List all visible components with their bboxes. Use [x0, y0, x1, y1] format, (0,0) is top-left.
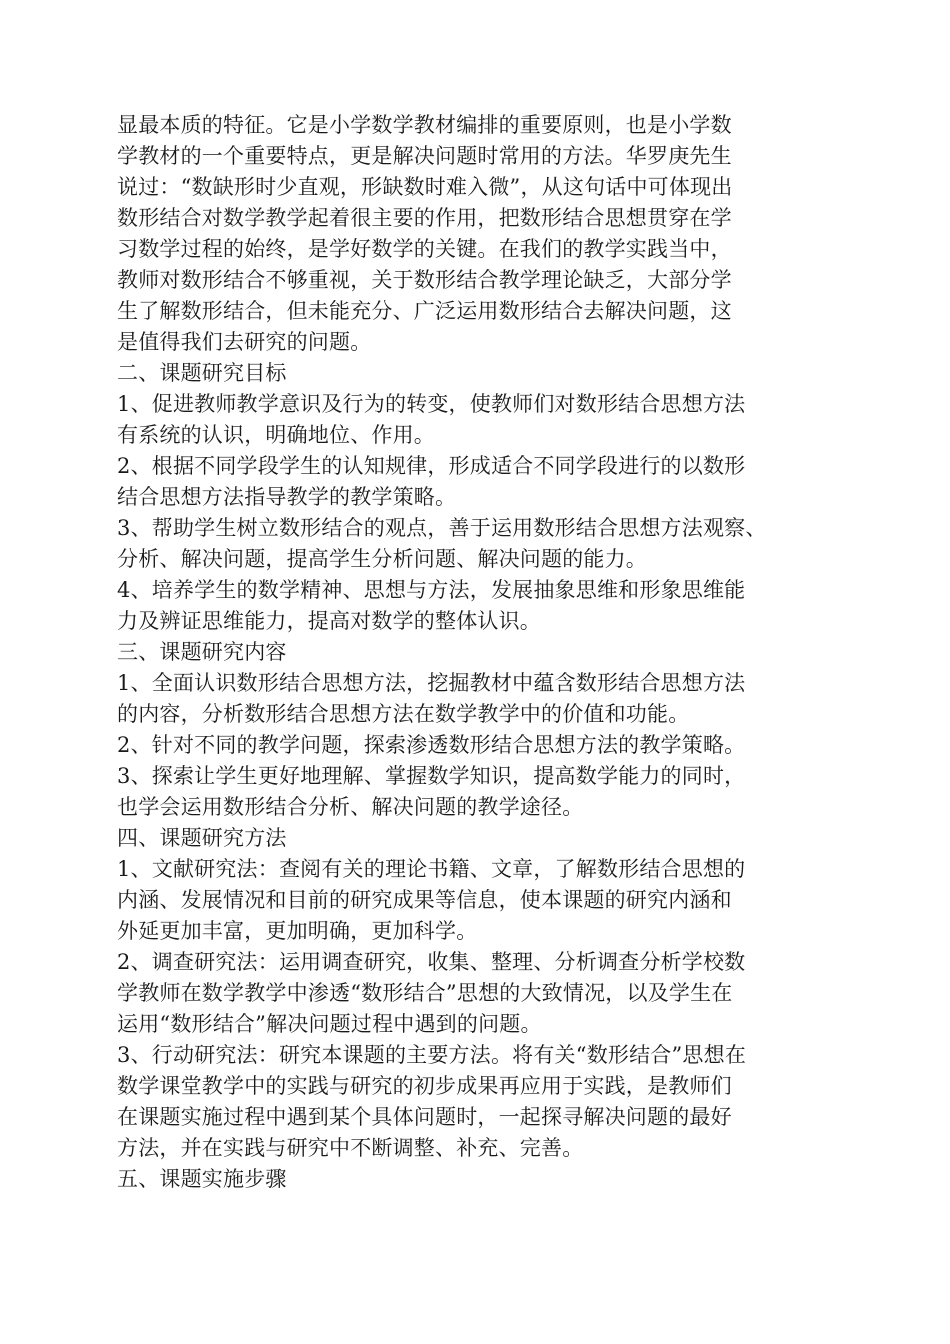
body-text-line: 生了解数形结合，但未能充分、广泛运用数形结合去解决问题，这 [117, 299, 732, 323]
list-item-text: 有系统的认识，明确地位、作用。 [117, 423, 435, 447]
list-item-text: 外延更加丰富，更加明确，更加科学。 [117, 919, 478, 943]
list-item-text: 数学课堂教学中的实践与研究的初步成果再应用于实践，是教师们 [117, 1074, 732, 1098]
body-text-line: 教师对数形结合不够重视，关于数形结合教学理论缺乏，大部分学 [117, 268, 732, 292]
section-heading-content: 三、课题研究内容 [117, 640, 287, 664]
list-item-text: 运用“数形结合”解决问题过程中遇到的问题。 [117, 1012, 542, 1036]
section-heading-methods: 四、课题研究方法 [117, 826, 287, 850]
list-item-text: 力及辨证思维能力，提高对数学的整体认识。 [117, 609, 541, 633]
list-item-text: 4、培养学生的数学精神、思想与方法，发展抽象思维和形象思维能 [117, 578, 746, 602]
list-item-text: 也学会运用数形结合分析、解决问题的教学途径。 [117, 795, 584, 819]
list-item-text: 1、全面认识数形结合思想方法，挖掘教材中蕴含数形结合思想方法 [117, 671, 746, 695]
list-item-text: 的内容，分析数形结合思想方法在数学教学中的价值和功能。 [117, 702, 690, 726]
list-item-text: 2、针对不同的教学问题，探索渗透数形结合思想方法的教学策略。 [117, 733, 746, 757]
body-text-line: 学教材的一个重要特点，更是解决问题时常用的方法。华罗庚先生 [117, 144, 732, 168]
list-item-text: 3、帮助学生树立数形结合的观点，善于运用数形结合思想方法观察、 [117, 516, 767, 540]
list-item-text: 3、行动研究法：研究本课题的主要方法。将有关“数形结合”思想在 [117, 1043, 747, 1067]
list-item-text: 结合思想方法指导教学的教学策略。 [117, 485, 457, 509]
body-text-line: 是值得我们去研究的问题。 [117, 330, 372, 354]
list-item-text: 1、促进教师教学意识及行为的转变，使教师们对数形结合思想方法 [117, 392, 746, 416]
body-text-line: 习数学过程的始终，是学好数学的关键。在我们的教学实践当中， [117, 237, 732, 261]
list-item-text: 2、调查研究法：运用调查研究，收集、整理、分析调查分析学校数 [117, 950, 746, 974]
list-item-text: 1、文献研究法：查阅有关的理论书籍、文章，了解数形结合思想的 [117, 857, 746, 881]
list-item-text: 方法，并在实践与研究中不断调整、补充、完善。 [117, 1136, 584, 1160]
body-text-line: 显最本质的特征。它是小学数学教材编排的重要原则，也是小学数 [117, 113, 732, 137]
list-item-text: 2、根据不同学段学生的认知规律，形成适合不同学段进行的以数形 [117, 454, 746, 478]
body-text-line: 说过：“数缺形时少直观，形缺数时难入微”，从这句话中可体现出 [117, 175, 733, 199]
section-heading-steps: 五、课题实施步骤 [117, 1167, 287, 1191]
body-text-line: 数形结合对数学教学起着很主要的作用，把数形结合思想贯穿在学 [117, 206, 732, 230]
section-heading-goals: 二、课题研究目标 [117, 361, 287, 385]
list-item-text: 学教师在数学教学中渗透“数形结合”思想的大致情况，以及学生在 [117, 981, 733, 1005]
list-item-text: 在课题实施过程中遇到某个具体问题时，一起探寻解决问题的最好 [117, 1105, 732, 1129]
list-item-text: 内涵、发展情况和目前的研究成果等信息，使本课题的研究内涵和 [117, 888, 732, 912]
list-item-text: 3、探索让学生更好地理解、掌握数学知识，提高数学能力的同时， [117, 764, 746, 788]
list-item-text: 分析、解决问题，提高学生分析问题、解决问题的能力。 [117, 547, 647, 571]
